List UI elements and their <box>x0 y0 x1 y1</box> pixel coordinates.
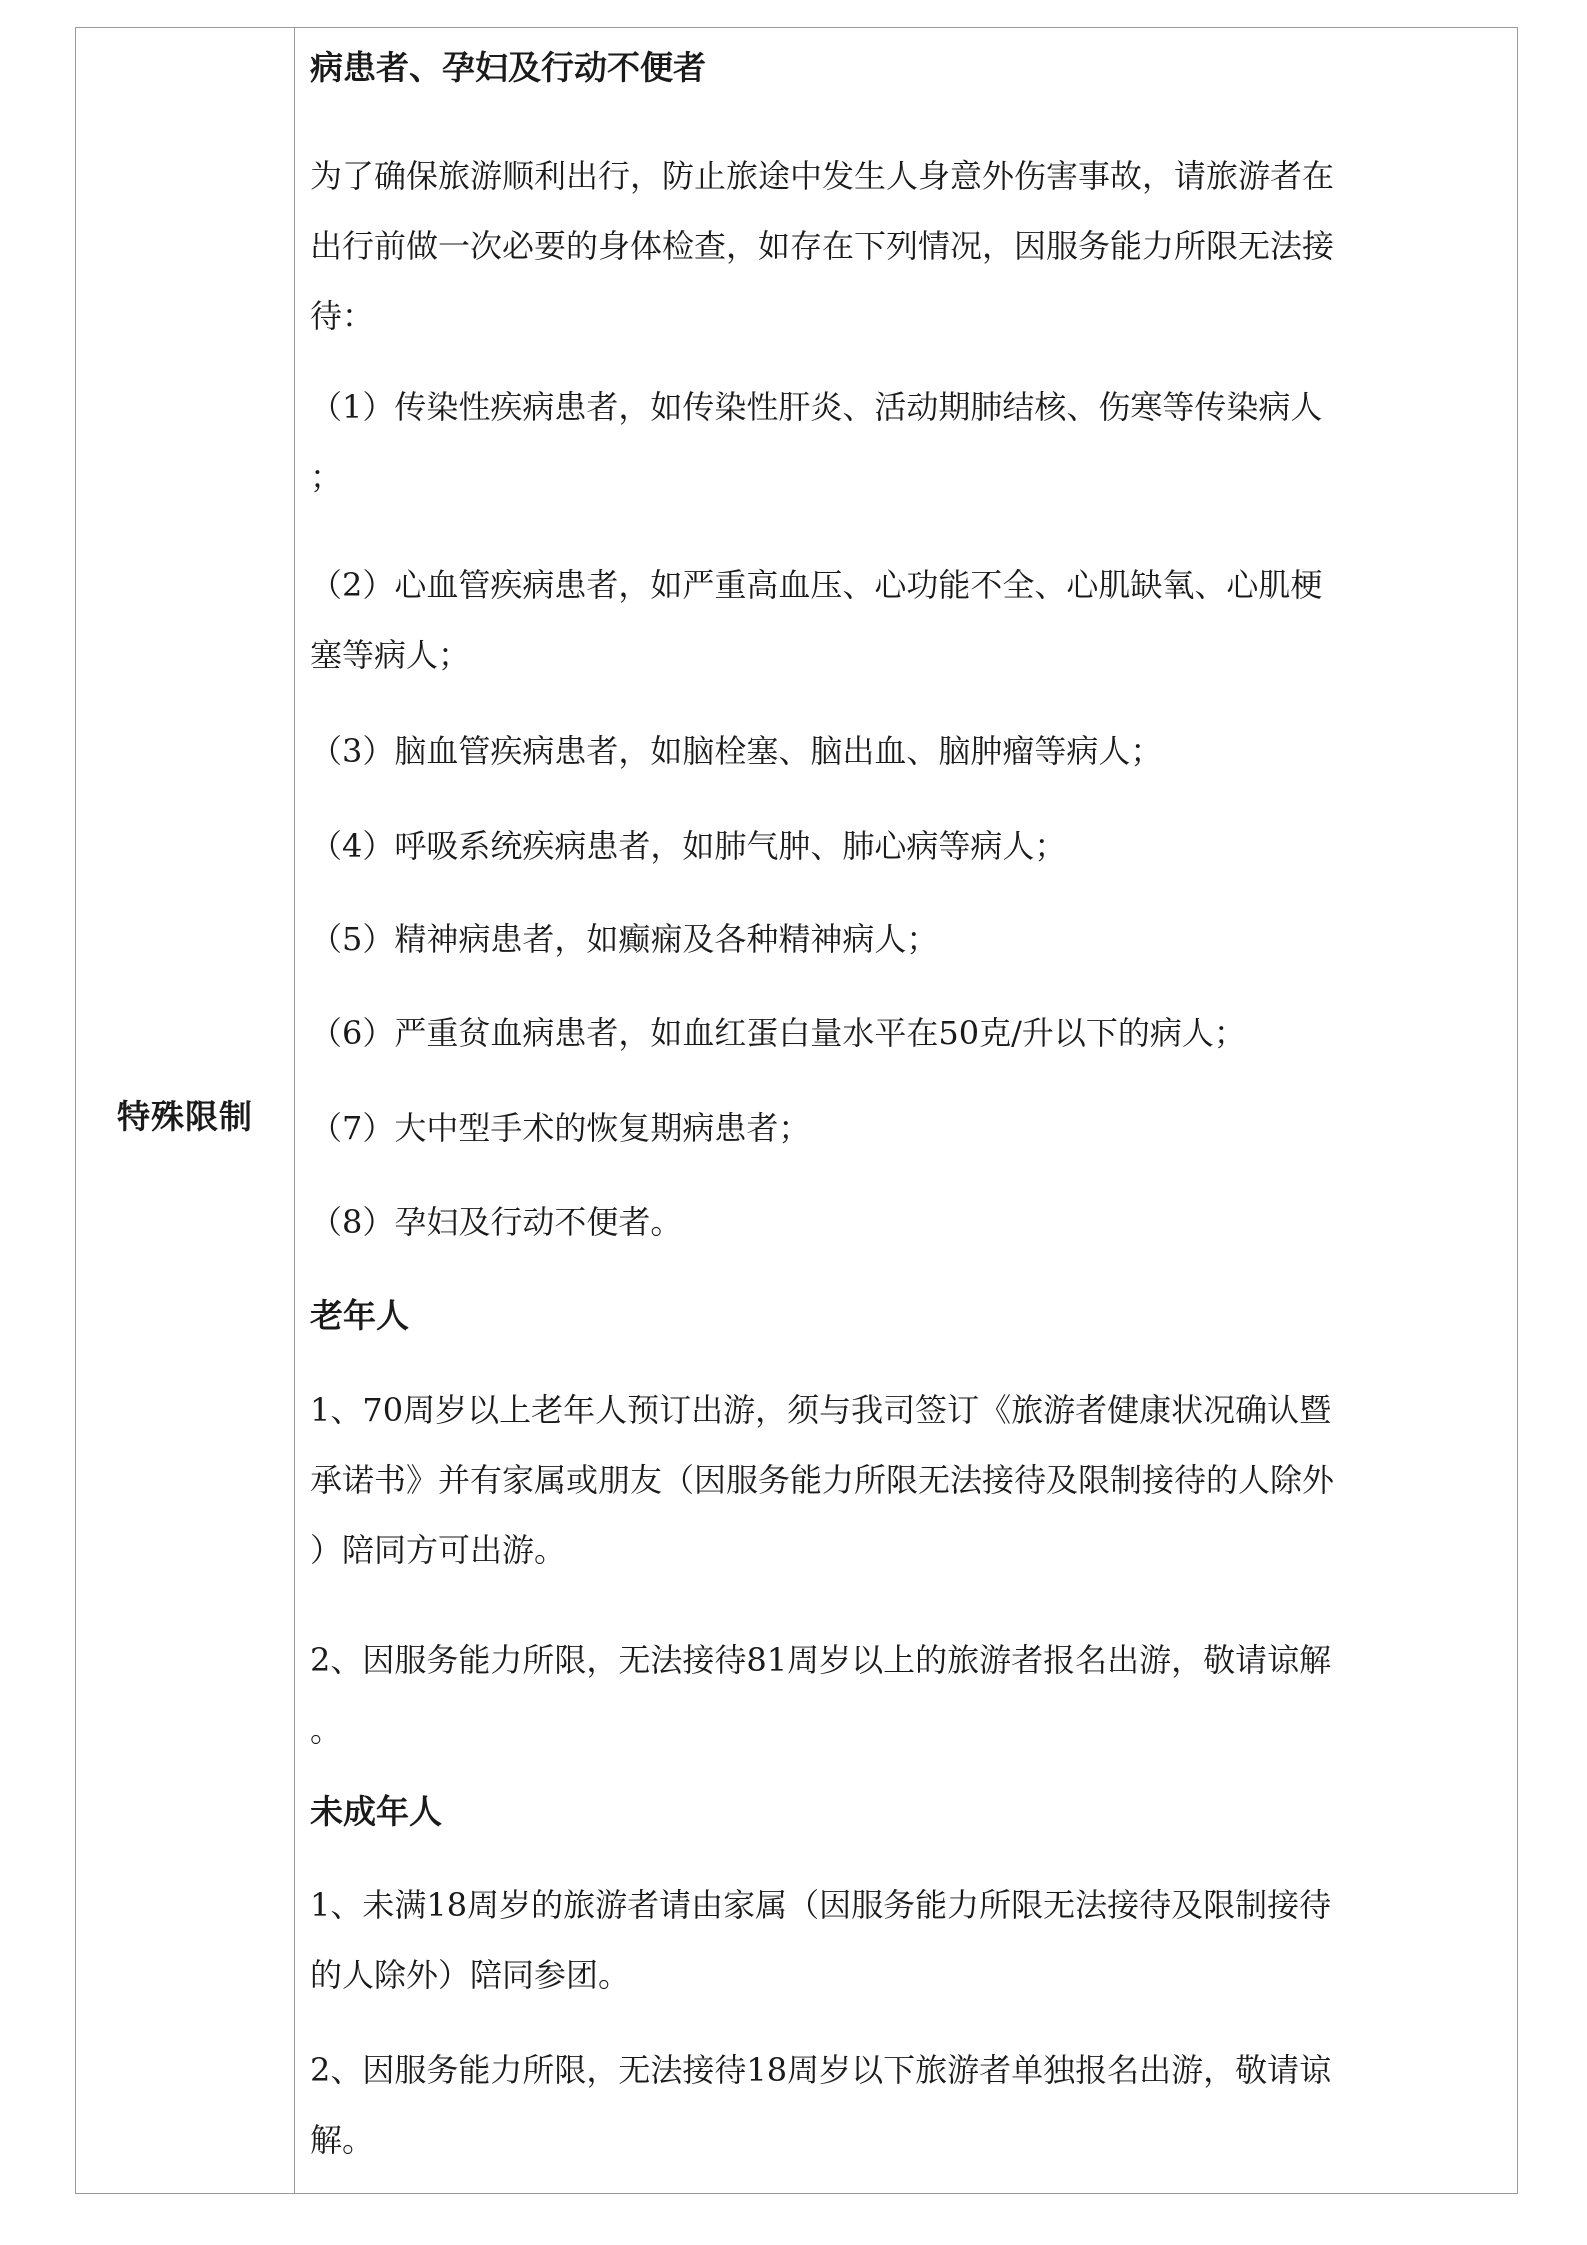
list-item: 2、因服务能力所限，无法接待18周岁以下旅游者单独报名出游，敬请谅 解。 <box>310 2051 1332 2159</box>
list-item: 2、因服务能力所限，无法接待81周岁以上的旅游者报名出游，敬请谅解 。 <box>310 1641 1332 1749</box>
list-item: （1）传染性疾病患者，如传染性肝炎、活动期肺结核、伤寒等传染病人 ； <box>310 388 1323 496</box>
section-heading-elderly: 老年人 <box>310 1296 409 1335</box>
list-item: （3）脑血管疾病患者，如脑栓塞、脑出血、脑肿瘤等病人； <box>310 732 1163 770</box>
list-item: （2）心血管疾病患者，如严重高血压、心功能不全、心肌缺氧、心肌梗 塞等病人； <box>310 566 1323 674</box>
list-item: （7）大中型手术的恢复期病患者； <box>310 1109 811 1147</box>
list-item: （4）呼吸系统疾病患者，如肺气肿、肺心病等病人； <box>310 827 1067 865</box>
section-heading-patients: 病患者、孕妇及行动不便者 <box>310 48 706 87</box>
list-item: 1、70周岁以上老年人预订出游，须与我司签订《旅游者健康状况确认暨 承诺书》并有家属或朋友（因服务能力所限无法接待及限制接待的人除外 ）陪同方可出游。 <box>310 1391 1335 1569</box>
list-item: （5）精神病患者，如癫痫及各种精神病人； <box>310 920 939 958</box>
content-cell <box>295 28 1517 2193</box>
list-item: 1、未满18周岁的旅游者请由家属（因服务能力所限无法接待及限制接待 的人除外）陪同参团。 <box>310 1886 1332 1994</box>
list-item: （8）孕妇及行动不便者。 <box>310 1203 683 1241</box>
section-intro-patients: 为了确保旅游顺利出行，防止旅途中发生人身意外伤害事故，请旅游者在 出行前做一次必要的身体检查，如存在下列情况，因服务能力所限无法接 待： <box>310 157 1335 335</box>
label-cell <box>76 28 295 2193</box>
row-label: 特殊限制 <box>117 1097 253 1136</box>
list-item: （6）严重贫血病患者，如血红蛋白量水平在50克/升以下的病人； <box>310 1014 1246 1052</box>
restrictions-table <box>75 27 1518 2194</box>
section-heading-minors: 未成年人 <box>310 1792 442 1831</box>
